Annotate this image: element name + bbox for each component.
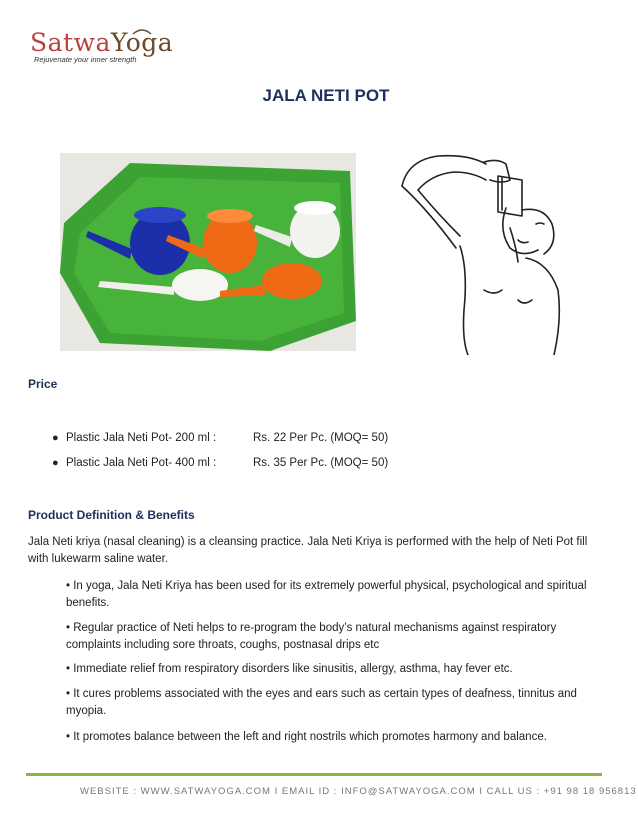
bullet-icon: ● [52,457,59,469]
logo-brand-part1: Satwa [30,28,111,57]
price-item-cost: Rs. 35 Per Pc. (MOQ= 50) [253,457,389,469]
benefit-point: • In yoga, Jala Neti Kriya has been used for its extremely powerful physical, psychological and spiritual benefits. [66,580,587,609]
price-heading: Price [28,377,58,391]
benefit-point: • Regular practice of Neti helps to re-program the body’s natural mechanisms against respiratory complaints including sore throats, coughs, postnasal drips etc [66,622,557,651]
logo-brand-part2: Yoga [110,28,174,57]
benefits-intro: Jala Neti kriya (nasal cleaning) is a cleansing practice. Jala Neti Kriya is performed with the help of Neti Pot fill with lukewarm saline water. [28,536,588,565]
logo-tagline: Rejuvenate your inner strength [34,55,137,64]
benefit-point: • Immediate relief from respiratory disorders like sinusitis, allergy, asthma, hay fever etc. [66,663,513,675]
footer-contact: WEBSITE : WWW.SATWAYOGA.COM I EMAIL ID : INFO@SATWAYOGA.COM I CALL US : +91 98 18 956813 [80,786,637,797]
benefit-point: • It cures problems associated with the eyes and ears such as certain types of deafness, tinnitus and myopia. [66,688,577,717]
price-item-name: Plastic Jala Neti Pot- 200 ml : [66,432,217,444]
price-item-name: Plastic Jala Neti Pot- 400 ml : [66,457,217,469]
footer-divider [26,773,602,776]
benefits-heading: Product Definition & Benefits [28,508,195,522]
page-title: JALA NETI POT [262,86,390,105]
benefit-point: • It promotes balance between the left and right nostrils which promotes harmony and balance. [66,731,547,743]
brand-logo [30,28,174,68]
neti-usage-illustration [398,150,568,355]
bullet-icon: ● [52,432,59,444]
price-item-cost: Rs. 22 Per Pc. (MOQ= 50) [253,432,389,444]
logo-swoosh-icon [130,28,154,54]
product-photo [60,153,356,351]
